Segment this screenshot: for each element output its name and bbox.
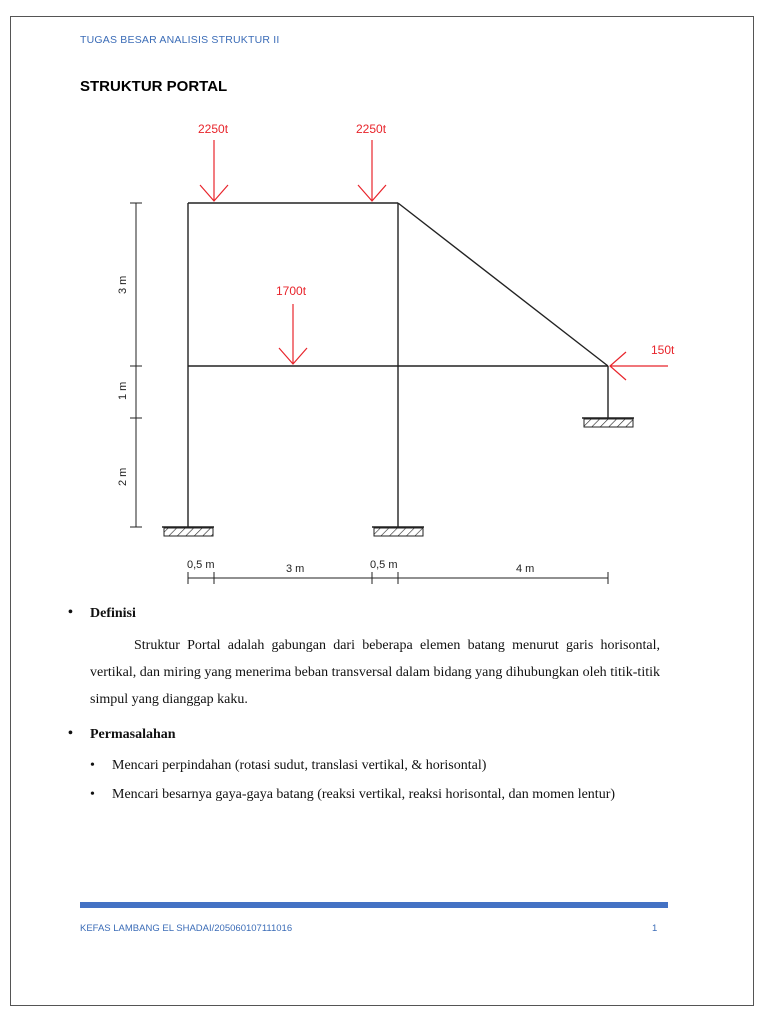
load-label-3: 1700t — [276, 284, 307, 298]
inclined-member — [398, 203, 608, 366]
vertical-dim-label-2: 1 m — [117, 381, 129, 400]
document-body — [60, 606, 660, 811]
page-number: 1 — [652, 923, 658, 934]
fixed-support-right — [582, 418, 634, 427]
fixed-support-middle — [372, 527, 424, 536]
section-heading-definisi: • Definisi — [60, 606, 660, 622]
horizontal-dimension — [188, 572, 608, 584]
list-item: • Mencari besarnya gaya-gaya batang (reaksi vertikal, reaksi horisontal, dan momen lentur) — [60, 782, 660, 807]
horizontal-dim-label-1: 0,5 m — [187, 559, 215, 571]
footer-bar — [80, 902, 668, 908]
definition-paragraph: Struktur Portal adalah gabungan dari beberapa elemen batang menurut garis horisontal, vertikal, dan miring yang menerima beban transversal dalam bidang yang dihubungkan oleh titik-titik simpul yang dianggap kaku. — [90, 638, 660, 707]
load-arrow-1 — [200, 140, 228, 201]
horizontal-dim-label-3: 0,5 m — [370, 559, 398, 571]
list-item: • Mencari perpindahan (rotasi sudut, translasi vertikal, & horisontal) — [60, 753, 660, 778]
vertical-dim-label-1: 3 m — [117, 275, 129, 294]
frame-members — [188, 203, 608, 527]
page-title: STRUKTUR PORTAL — [80, 78, 228, 95]
load-label-4: 150t — [651, 343, 675, 357]
page-header: TUGAS BESAR ANALISIS STRUKTUR II — [80, 34, 280, 46]
load-label-2: 2250t — [356, 122, 387, 136]
load-label-1: 2250t — [198, 122, 229, 136]
horizontal-dim-label-2: 3 m — [286, 563, 305, 575]
load-arrow-3 — [279, 304, 307, 364]
vertical-dim-label-3: 2 m — [117, 467, 129, 486]
load-arrow-2 — [358, 140, 386, 201]
footer-author: KEFAS LAMBANG EL SHADAI/205060107111016 — [80, 923, 293, 934]
vertical-dimension — [130, 203, 142, 527]
fixed-support-left — [162, 527, 214, 536]
horizontal-dim-label-4: 4 m — [516, 563, 535, 575]
section-heading-permasalahan: • Permasalahan — [60, 727, 660, 743]
